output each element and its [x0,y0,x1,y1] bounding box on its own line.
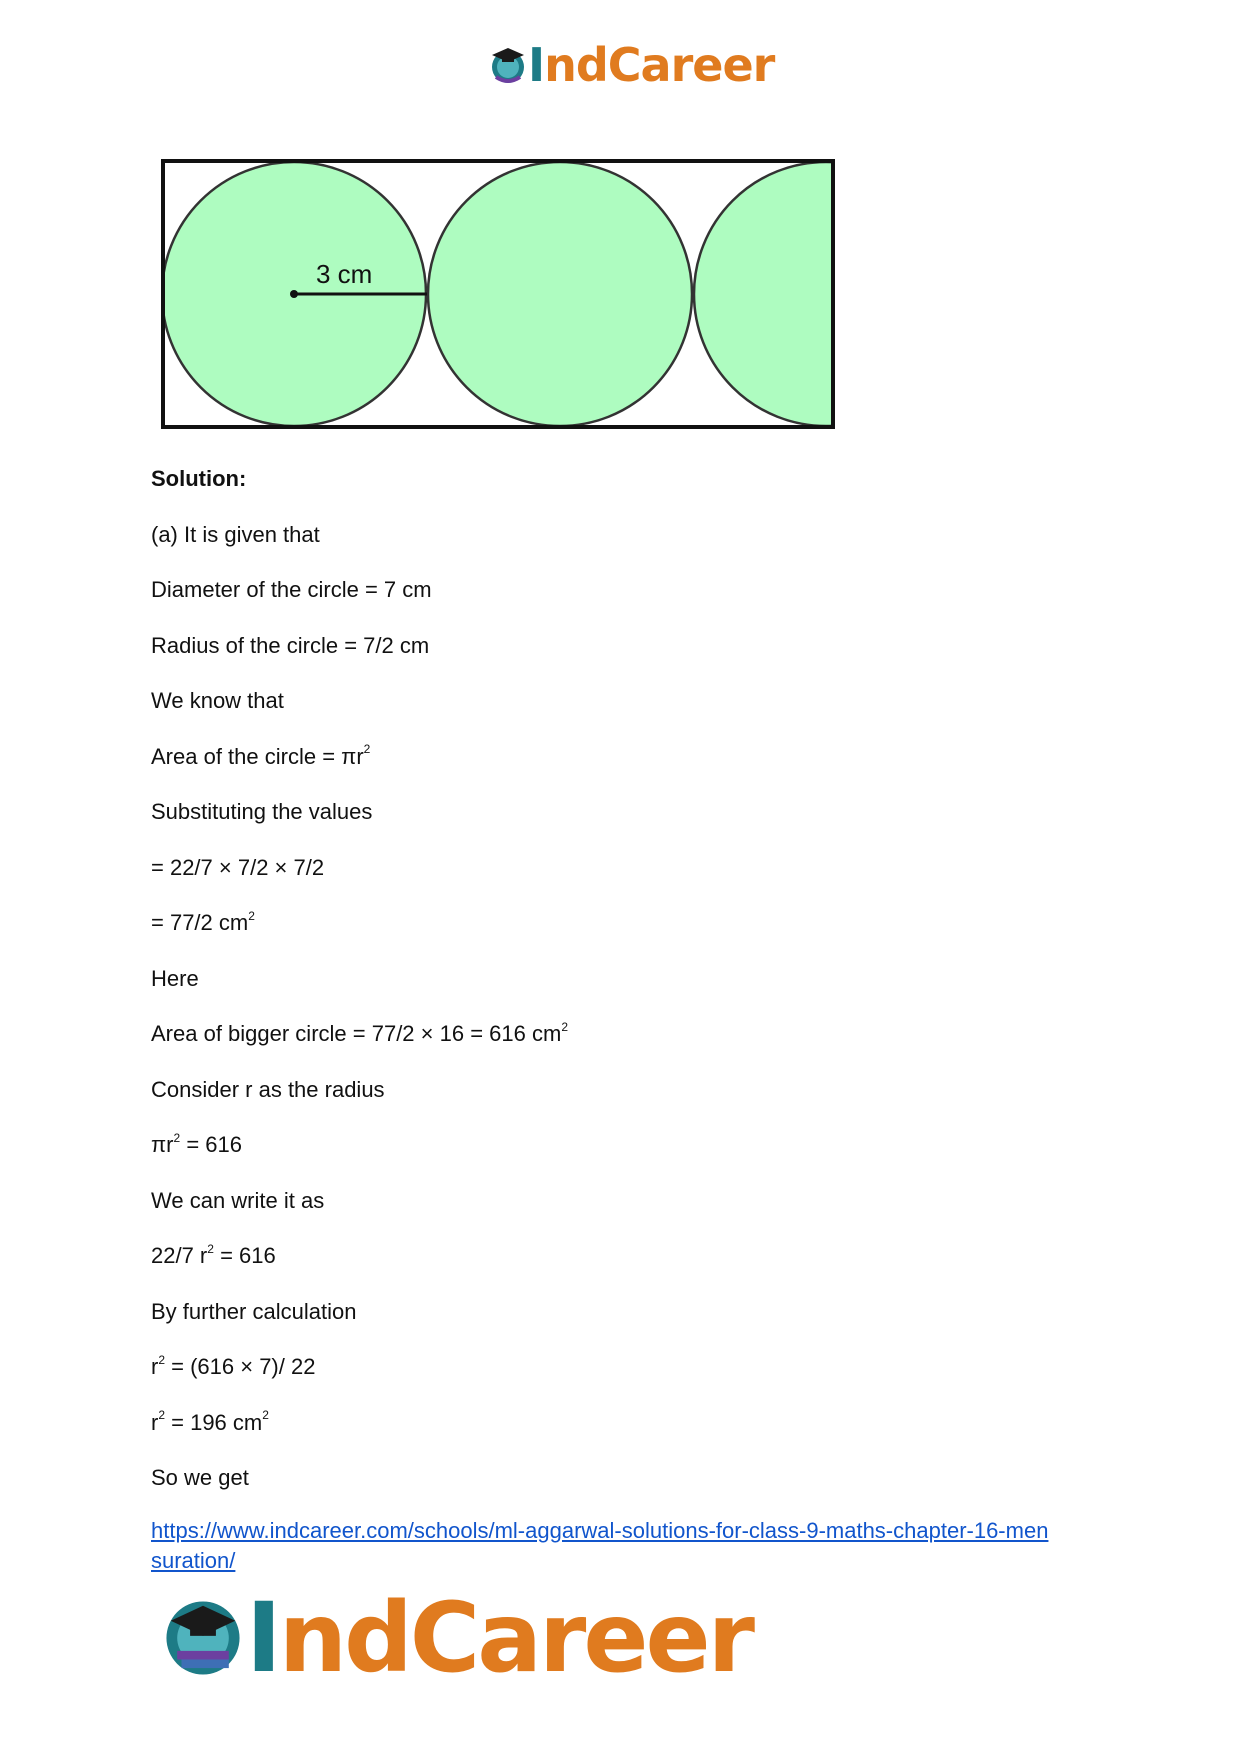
line-tail: = 196 cm [165,1409,263,1435]
solution-line: We can write it as [151,1187,325,1213]
line-tail: = 616 [180,1132,242,1157]
line-text: r [151,1409,159,1435]
solution-line: Substituting the values [151,799,373,824]
solution-line: So we get [151,1465,249,1490]
solution-line [151,910,1111,936]
graduation-cap-books-icon [160,1595,246,1681]
solution-line: = 22/7 × 7/2 × 7/2 [151,854,325,880]
line-tail: = 616 [213,1243,276,1268]
solution-line: Diameter of the circle = 7 cm [151,577,432,602]
superscript: 2 [262,1408,269,1423]
solution-heading: Solution: [151,466,247,491]
line-text: r [151,1354,159,1379]
radius-label: 3 cm [316,259,373,289]
solution-line [151,1410,1111,1436]
logo-wordmark: IndCareer [528,38,775,92]
solution-line [151,1021,1111,1047]
solution-line: (a) It is given that [151,521,320,547]
solution-line: We know that [151,688,284,713]
solution-line: By further calculation [151,1298,357,1324]
solution-line [151,744,1111,770]
footer-logo [160,1582,752,1694]
solution-line: Here [151,965,199,991]
circle [428,162,692,426]
solution-line [151,1243,1111,1269]
line-text: = 77/2 cm [151,910,249,935]
solution-line: Consider r as the radius [151,1076,385,1102]
line-text: Area of the circle = πr [151,743,364,769]
source-link[interactable] [151,1516,1111,1576]
line-text: πr [151,1132,174,1157]
solution-content [151,466,1111,1521]
circle [694,162,836,426]
superscript: 2 [363,742,371,757]
solution-line [151,1132,1111,1158]
source-link-line-2: suration/ [151,1548,236,1573]
superscript: 2 [158,1408,166,1423]
superscript: 2 [173,1130,181,1145]
line-tail: = (616 × 7)/ 22 [165,1354,316,1379]
superscript: 2 [207,1241,214,1256]
solution-line [151,1354,1111,1380]
superscript: 2 [158,1352,166,1367]
solution-line: Radius of the circle = 7/2 cm [151,632,430,658]
source-link-line-1: https://www.indcareer.com/schools/ml-aggarwal-solutions-for-class-9-maths-chapter-16-men [151,1518,1049,1543]
graduation-cap-globe-icon [488,45,528,85]
line-text: 22/7 r [151,1243,208,1268]
line-text: Area of bigger circle = 77/2 × 16 = 616 cm [151,1021,562,1046]
center-point [290,290,298,298]
header-logo [488,38,774,92]
logo-wordmark: IndCareer [246,1582,752,1694]
circles-in-rectangle-figure [160,158,836,434]
superscript: 2 [561,1019,568,1034]
superscript: 2 [248,908,255,923]
